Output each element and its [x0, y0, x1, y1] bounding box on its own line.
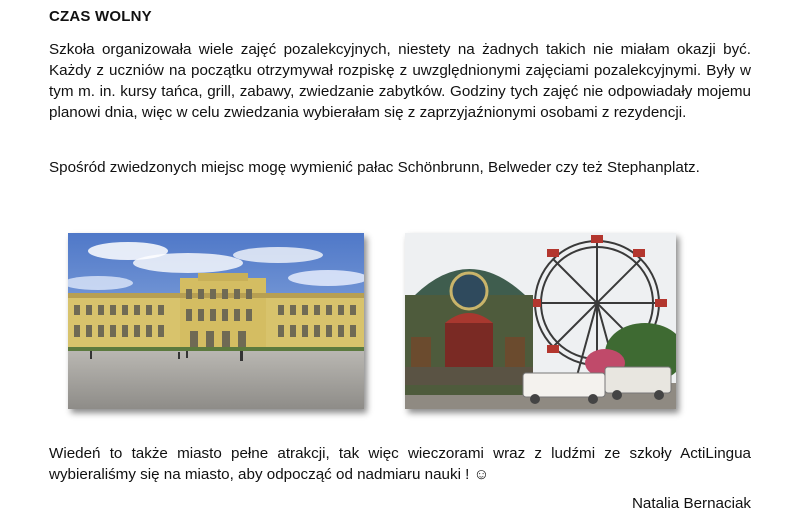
paragraph-city: Wiedeń to także miasto pełne atrakcji, tak więc wieczorami wraz z ludźmi ze szkoły ActiLingua wybieraliśmy się na miasto, aby odpocząć od nadmiaru nauki ! ☺ [49, 445, 751, 483]
ferris-wheel-photo [405, 233, 676, 409]
palace-photo [68, 233, 364, 409]
paragraph-activities: Szkoła organizowała wiele zajęć pozalekcyjnych, niestety na żadnych takich nie miałam okazji być. Każdy z uczniów na początku otrzymywał rozpiskę z uwzględnionymi zajęciami pozalekcyjnymi. Były w tym m. in. kursy tańca, grill, zabawy, zwiedzanie zabytków. Godziny tych zajęć nie odpowiadały mojemu planowi dnia, więc w celu zwiedzania wybierałam się z zaprzyjaźnionymi osobami z rezydencji. [49, 41, 751, 121]
section-heading: CZAS WOLNY [49, 8, 152, 25]
paragraph-places: Spośród zwiedzonych miejsc mogę wymienić pałac Schönbrunn, Belweder czy też Stephanplatz. [49, 159, 700, 176]
author-signature: Natalia Bernaciak [631, 495, 751, 512]
